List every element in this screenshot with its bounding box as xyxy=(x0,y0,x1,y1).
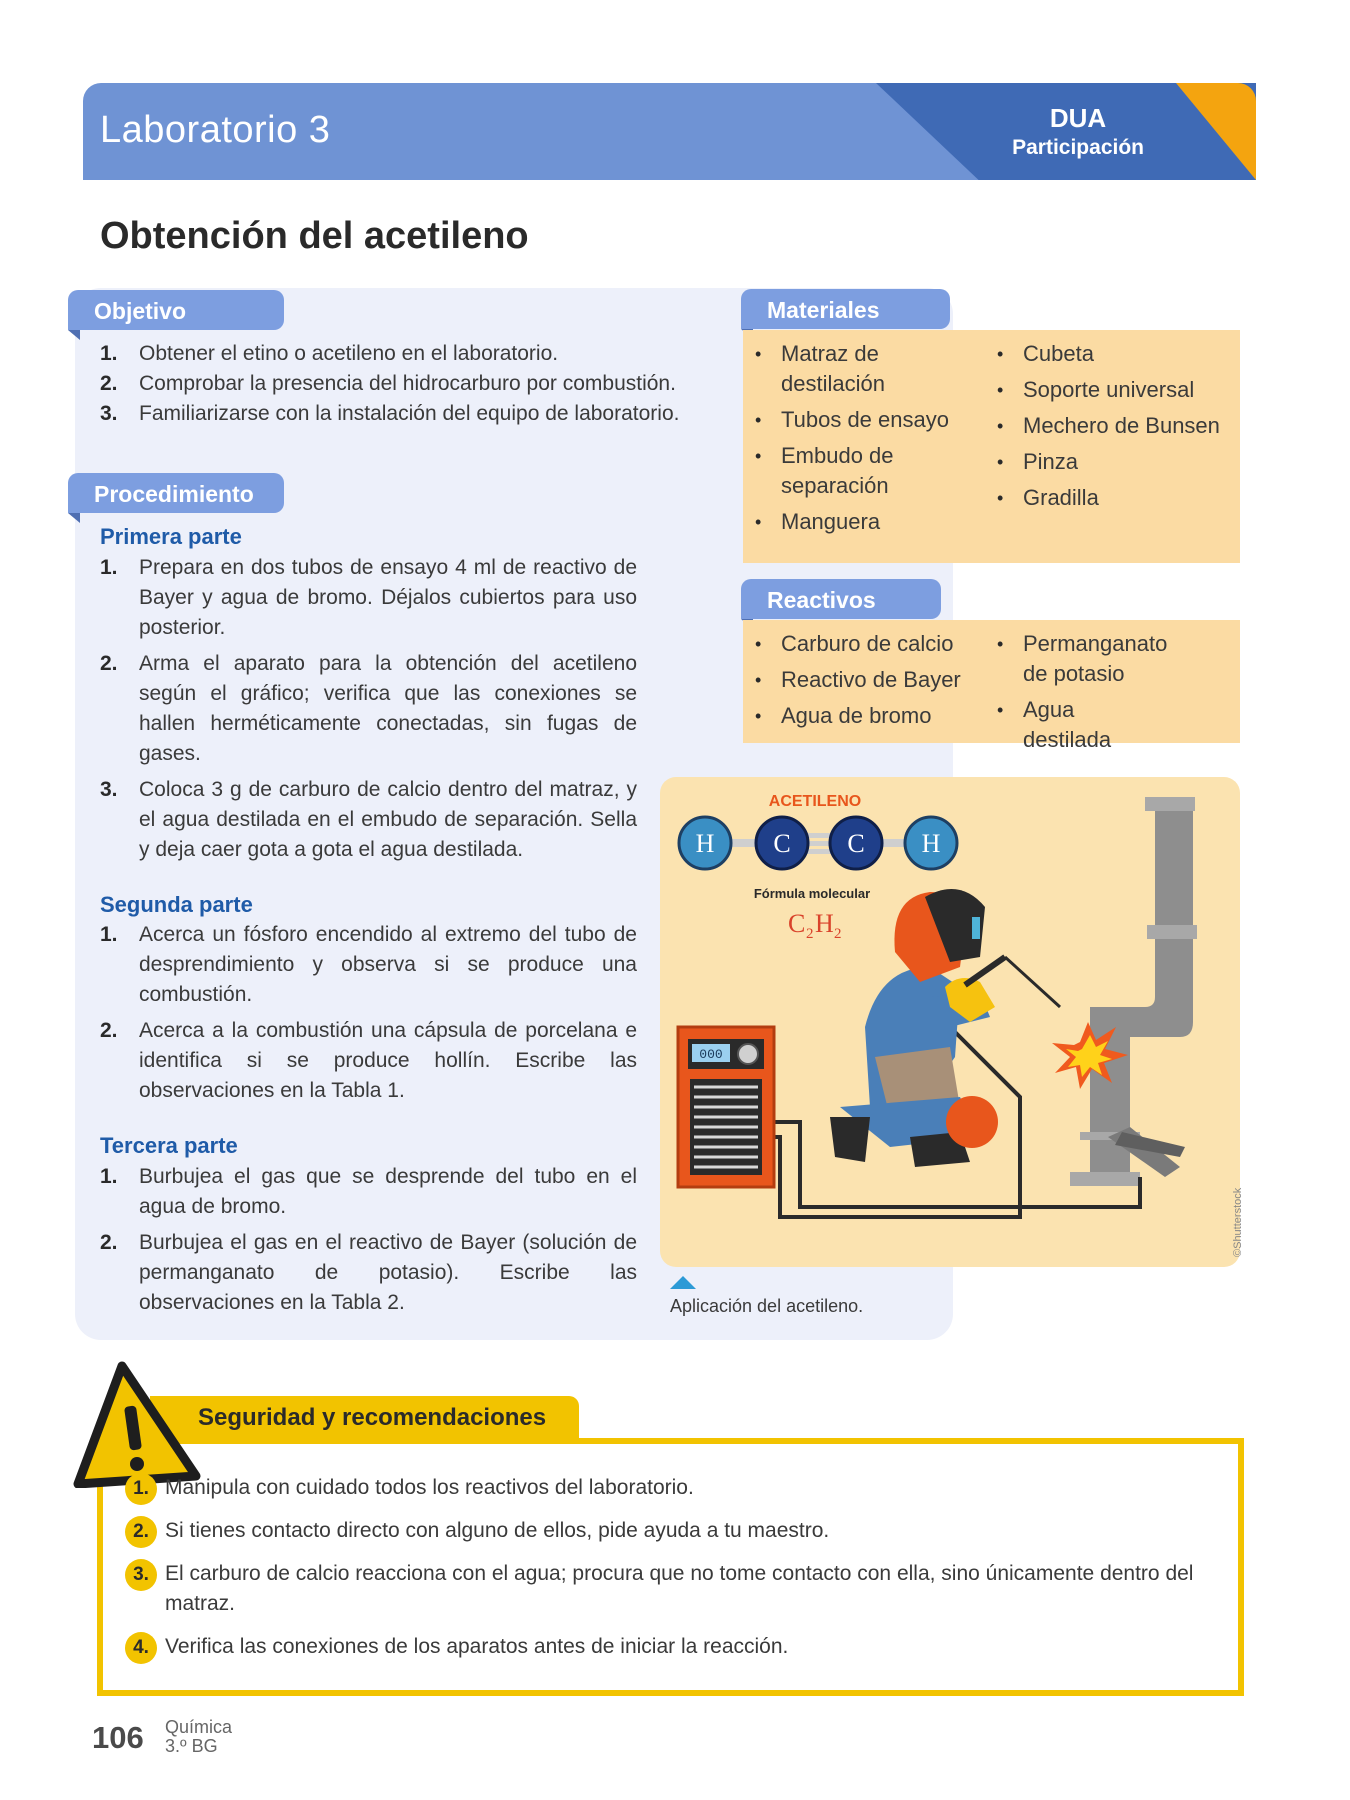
display-readout: 000 xyxy=(699,1047,723,1062)
item-text: Arma el aparato para la obtención del acetileno según el gráfico; verifica que las conexiones se hallen herméticamente conectadas, sin fugas de gases. xyxy=(139,652,637,765)
subject-name: Química xyxy=(165,1717,233,1737)
item-text: Coloca 3 g de carburo de calcio dentro del matraz, y el agua destilada en el embudo de separación. Sella y deja caer gota a gota el agua destilada. xyxy=(139,778,637,861)
item-number: 1. xyxy=(100,923,118,946)
item-number: 1. xyxy=(100,556,118,579)
item-number: 2. xyxy=(100,372,118,395)
dua-label: DUA xyxy=(1049,103,1107,133)
caption-marker-icon xyxy=(670,1276,696,1289)
list-item: • Mechero de Bunsen xyxy=(985,411,1235,441)
footer-subject xyxy=(165,1718,232,1756)
formula-h: H xyxy=(815,909,834,938)
list-item xyxy=(125,1473,1220,1503)
item-text: Burbujea el gas que se desprende del tubo en el agua de bromo. xyxy=(139,1165,637,1218)
safety-heading: Seguridad y recomendaciones xyxy=(150,1396,579,1438)
torch-tip xyxy=(1005,957,1060,1007)
atom-label: H xyxy=(921,829,941,858)
materiales-tab: Materiales xyxy=(741,289,950,329)
helmet-visor xyxy=(972,917,980,939)
item-text: El carburo de calcio reacciona con el agua; procura que no tome contacto con ella, sino únicamente dentro del matraz. xyxy=(165,1562,1194,1615)
formula-c-sub: 2 xyxy=(806,926,814,942)
list-item: • Pinza xyxy=(985,447,1235,477)
procedimiento-tab: Procedimiento xyxy=(68,473,284,513)
tercera-parte-list xyxy=(100,1162,637,1324)
segunda-parte-list xyxy=(100,920,637,1112)
list-item: • Permanganato de potasio xyxy=(985,629,1165,689)
welder-boot-left xyxy=(830,1117,870,1162)
formula-h-sub: 2 xyxy=(834,926,842,942)
warning-icon xyxy=(72,1358,202,1488)
list-item: • Manguera xyxy=(743,507,983,537)
segunda-parte-heading: Segunda parte xyxy=(100,892,253,917)
welding-torch xyxy=(965,957,1005,985)
pipe-base xyxy=(1070,1172,1140,1186)
page-title: Obtención del acetileno xyxy=(100,215,529,257)
list-item xyxy=(125,1516,1220,1546)
image-credit: ©Shutterstock xyxy=(1232,1187,1244,1257)
list-item xyxy=(100,649,637,769)
item-number: 2. xyxy=(100,1019,118,1042)
item-text: Comprobar la presencia del hidrocarburo por combustión. xyxy=(139,372,676,395)
list-item xyxy=(100,1228,637,1318)
item-text: Verifica las conexiones de los aparatos antes de iniciar la reacción. xyxy=(165,1635,789,1658)
number-badge: 2. xyxy=(125,1516,157,1548)
list-item: • Matraz de destilación xyxy=(743,339,983,399)
materiales-col1 xyxy=(743,339,983,543)
reactivos-tab: Reactivos xyxy=(741,579,941,619)
item-text: Prepara en dos tubos de ensayo 4 ml de reactivo de Bayer y agua de bromo. Déjalos cubiertos para uso posterior. xyxy=(139,556,637,639)
item-text: Si tienes contacto directo con alguno de ellos, pide ayuda a tu maestro. xyxy=(165,1519,830,1542)
welder-scene xyxy=(660,777,1240,1267)
number-badge: 4. xyxy=(125,1632,157,1664)
item-text: Burbujea el gas en el reactivo de Bayer (solución de permanganato de potasio). Escribe las observaciones en la Tabla 2. xyxy=(139,1231,637,1314)
dua-badge xyxy=(1012,103,1144,160)
list-item: • Agua destilada xyxy=(985,695,1165,755)
list-item: • Carburo de calcio xyxy=(743,629,983,659)
item-text: Acerca un fósforo encendido al extremo del tubo de desprendimiento y observa si se produce una combustión. xyxy=(139,923,637,1006)
dua-participation: Participación xyxy=(1012,136,1144,159)
page-number: 106 xyxy=(92,1720,144,1755)
atom-label: C xyxy=(773,829,791,858)
list-item xyxy=(100,775,637,865)
machine-knob-icon xyxy=(738,1044,758,1064)
reactivos-col1 xyxy=(743,629,983,737)
atom-label: H xyxy=(695,829,715,858)
list-item xyxy=(125,1632,1220,1662)
header-banner xyxy=(83,83,1256,180)
list-item: • Cubeta xyxy=(985,339,1235,369)
primera-parte-heading: Primera parte xyxy=(100,524,242,549)
item-number: 3. xyxy=(100,778,118,801)
list-item xyxy=(100,369,740,399)
materiales-box xyxy=(743,330,1240,563)
list-item xyxy=(100,399,740,429)
pipe-flange xyxy=(1145,797,1195,811)
item-number: 2. xyxy=(100,1231,118,1254)
reactivos-col2 xyxy=(985,629,1168,761)
list-item: • Embudo de separación xyxy=(743,441,983,501)
item-number: 1. xyxy=(100,342,118,365)
acetylene-illustration xyxy=(660,777,1240,1267)
item-text: Obtener el etino o acetileno en el laboratorio. xyxy=(139,342,559,365)
list-item xyxy=(100,553,637,643)
list-item xyxy=(100,339,740,369)
objetivo-tab: Objetivo xyxy=(68,290,284,330)
list-item xyxy=(100,1162,637,1222)
reactivos-box xyxy=(743,620,1240,752)
item-text: Manipula con cuidado todos los reactivos del laboratorio. xyxy=(165,1476,694,1499)
item-text: Acerca a la combustión una cápsula de porcelana e identifica si se produce hollín. Escribe las observaciones en la Tabla 1. xyxy=(139,1019,637,1102)
atom-label: C xyxy=(847,829,865,858)
safety-list xyxy=(125,1473,1220,1675)
molecule-title: ACETILENO xyxy=(768,793,862,810)
formula-c: C xyxy=(788,909,806,938)
grade-level: 3.º BG xyxy=(165,1736,218,1756)
list-item: • Gradilla xyxy=(985,483,1235,513)
list-item: • Agua de bromo xyxy=(743,701,983,731)
list-item xyxy=(125,1559,1220,1619)
list-item xyxy=(100,920,637,1010)
objetivo-list xyxy=(100,339,740,429)
welder-knee-pad xyxy=(946,1096,998,1148)
item-number: 3. xyxy=(100,402,118,425)
list-item: • Tubos de ensayo xyxy=(743,405,983,435)
list-item: • Reactivo de Bayer xyxy=(743,665,983,695)
primera-parte-list xyxy=(100,553,637,871)
item-text: Familiarizarse con la instalación del equipo de laboratorio. xyxy=(139,402,680,425)
list-item xyxy=(100,1016,637,1106)
tercera-parte-heading: Tercera parte xyxy=(100,1133,238,1158)
number-badge: 3. xyxy=(125,1559,157,1591)
number-badge: 1. xyxy=(125,1473,157,1505)
list-item: • Soporte universal xyxy=(985,375,1235,405)
pipe-flange xyxy=(1147,925,1197,939)
formula-label: Fórmula molecular xyxy=(753,886,871,901)
figure-caption: Aplicación del acetileno. xyxy=(670,1296,864,1316)
item-number: 1. xyxy=(100,1165,118,1188)
item-number: 2. xyxy=(100,652,118,675)
lab-title: Laboratorio 3 xyxy=(100,109,331,151)
materiales-col2 xyxy=(985,339,1235,519)
